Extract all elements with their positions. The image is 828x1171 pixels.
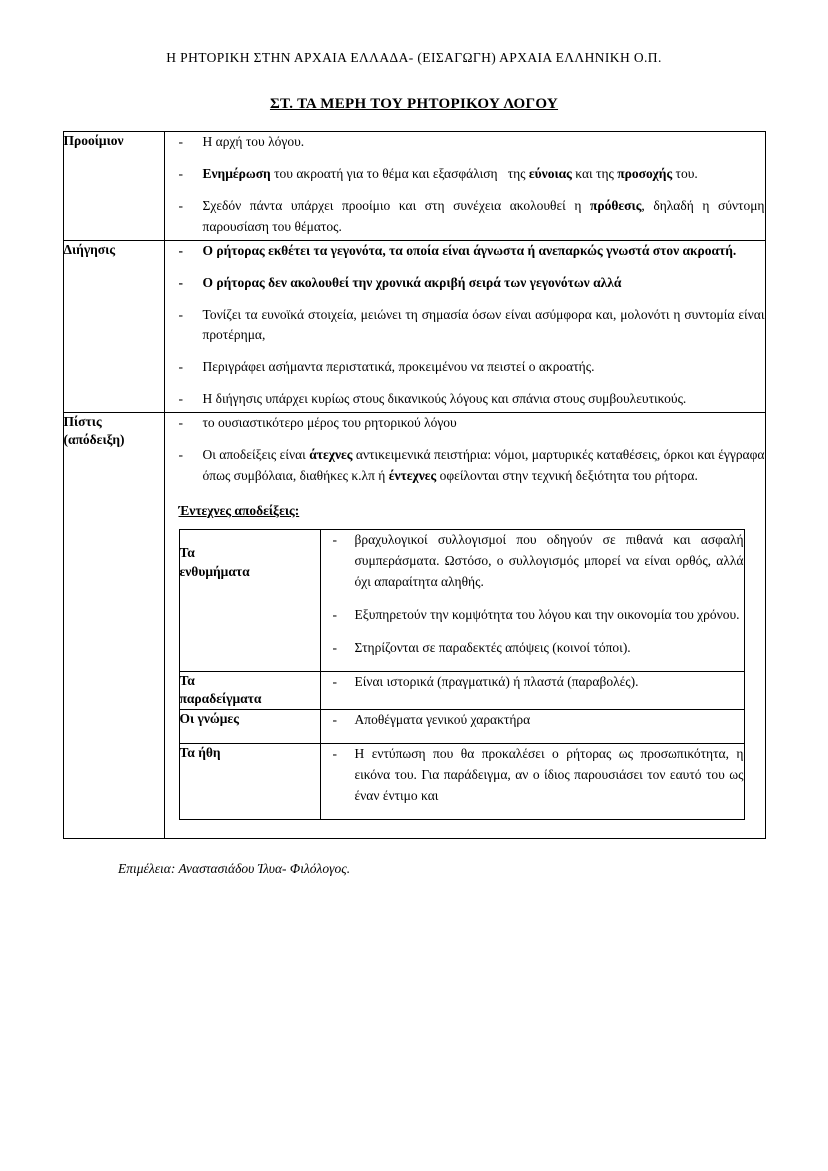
list-item: - Εξυπηρετούν την κομψότητα του λόγου και την οικονομία του χρόνου. — [321, 605, 744, 626]
bullet-list — [321, 744, 744, 807]
table-row — [179, 710, 744, 744]
bullet-list — [321, 710, 744, 731]
inner-label-enthymimata: Τα ενθυμήματα — [179, 529, 320, 671]
table-row — [63, 240, 765, 413]
list-item: - Η αρχή του λόγου. — [165, 132, 765, 153]
table-row — [63, 413, 765, 839]
section-label-pistis: Πίστις (απόδειξη) — [63, 413, 164, 839]
bullet-list — [321, 530, 744, 659]
footer-credit: Επιμέλεια: Αναστασιάδου Ίλυα- Φιλόλογος. — [118, 861, 351, 877]
list-item: - βραχυλογικοί συλλογισμοί που οδηγούν σε πιθανά και ασφαλή συμπεράσματα. Ωστόσο, ο συλλογισμός μπορεί να είναι ορθός, αλλά όχι απαραίτητα αληθής. — [321, 530, 744, 593]
table-row — [179, 744, 744, 820]
list-item: - το ουσιαστικότερο μέρος του ρητορικού λόγου — [165, 413, 765, 434]
list-item: - Ο ρήτορας δεν ακολουθεί την χρονικά ακριβή σειρά των γεγονότων αλλά — [165, 273, 765, 294]
section-content-pistis — [164, 413, 765, 839]
bullet-list — [321, 672, 744, 693]
list-item: - Είναι ιστορικά (πραγματικά) ή πλαστά (παραβολές). — [321, 672, 744, 693]
bullet-list — [165, 241, 765, 411]
inner-content-ithi — [320, 744, 744, 820]
inner-content-enthymimata — [320, 529, 744, 671]
inner-label-paradeigmata: Τα παραδείγματα — [179, 671, 320, 710]
list-item: - Η διήγησις υπάρχει κυρίως στους δικανικούς λόγους και σπάνια στους συμβουλευτικούς. — [165, 389, 765, 410]
section-content-diigisis — [164, 240, 765, 413]
bullet-list — [165, 413, 765, 487]
subheading-entehnes: Έντεχνες αποδείξεις: — [178, 502, 300, 518]
list-item: - Σχεδόν πάντα υπάρχει προοίμιο και στη συνέχεια ακολουθεί η πρόθεσις, δηλαδή η σύντομη παρουσίαση του θέματος. — [165, 196, 765, 238]
rhetoric-parts-table — [63, 131, 766, 839]
table-row — [179, 529, 744, 671]
list-item: - Ενημέρωση του ακροατή για το θέμα και εξασφάλιση της εύνοιας και της προσοχής του. — [165, 164, 765, 185]
section-label-diigisis: Διήγησις — [63, 240, 164, 413]
inner-content-gnomes — [320, 710, 744, 744]
page-title: ΣΤ. ΤΑ ΜΕΡΗ ΤΟΥ ΡΗΤΟΡΙΚΟΥ ΛΟΓΟΥ — [269, 96, 559, 112]
inner-label-ithi: Τα ήθη — [179, 744, 320, 820]
list-item: - Ο ρήτορας εκθέτει τα γεγονότα, τα οποία είναι άγνωστα ή ανεπαρκώς γνωστά στον ακροατή. — [165, 241, 765, 262]
entehnes-apodeixeis-table — [179, 529, 745, 820]
table-row — [63, 132, 765, 241]
list-item: - Οι αποδείξεις είναι άτεχνες αντικειμενικά πειστήρια: νόμοι, μαρτυρικές καταθέσεις, όρκοι και έγγραφα όπως συμβόλαια, διαθήκες κ.λπ ή έντεχνες οφείλονται στην τεχνική δεξιότητα του ρήτορα. — [165, 445, 765, 487]
bullet-list — [165, 132, 765, 238]
list-item: - Περιγράφει ασήμαντα περιστατικά, προκειμένου να πειστεί ο ακροατής. — [165, 357, 765, 378]
list-item: - Η εντύπωση που θα προκαλέσει ο ρήτορας ως προσωπικότητα, η εικόνα του. Για παράδειγμα, αν ο ίδιος παρουσιάσει τον εαυτό του ως έναν έντιμο και — [321, 744, 744, 807]
list-item: - Αποθέγματα γενικού χαρακτήρα — [321, 710, 744, 731]
section-label-prooimion: Προοίμιον — [63, 132, 164, 241]
list-item: - Στηρίζονται σε παραδεκτές απόψεις (κοινοί τόποι). — [321, 638, 744, 659]
list-item: - Τονίζει τα ευνοϊκά στοιχεία, μειώνει τη σημασία όσων είναι ασύμφορα και, μολονότι η συντομία είναι προτέρημα, — [165, 305, 765, 347]
section-content-prooimion — [164, 132, 765, 241]
inner-label-gnomes: Οι γνώμες — [179, 710, 320, 744]
inner-content-paradeigmata — [320, 671, 744, 710]
table-row — [179, 671, 744, 710]
running-header: Η ΡΗΤΟΡΙΚΗ ΣΤΗΝ ΑΡΧΑΙΑ ΕΛΛΑΔΑ- (ΕΙΣΑΓΩΓΗ) ΑΡΧΑΙΑ ΕΛΛΗΝΙΚΗ Ο.Π. — [166, 50, 662, 65]
